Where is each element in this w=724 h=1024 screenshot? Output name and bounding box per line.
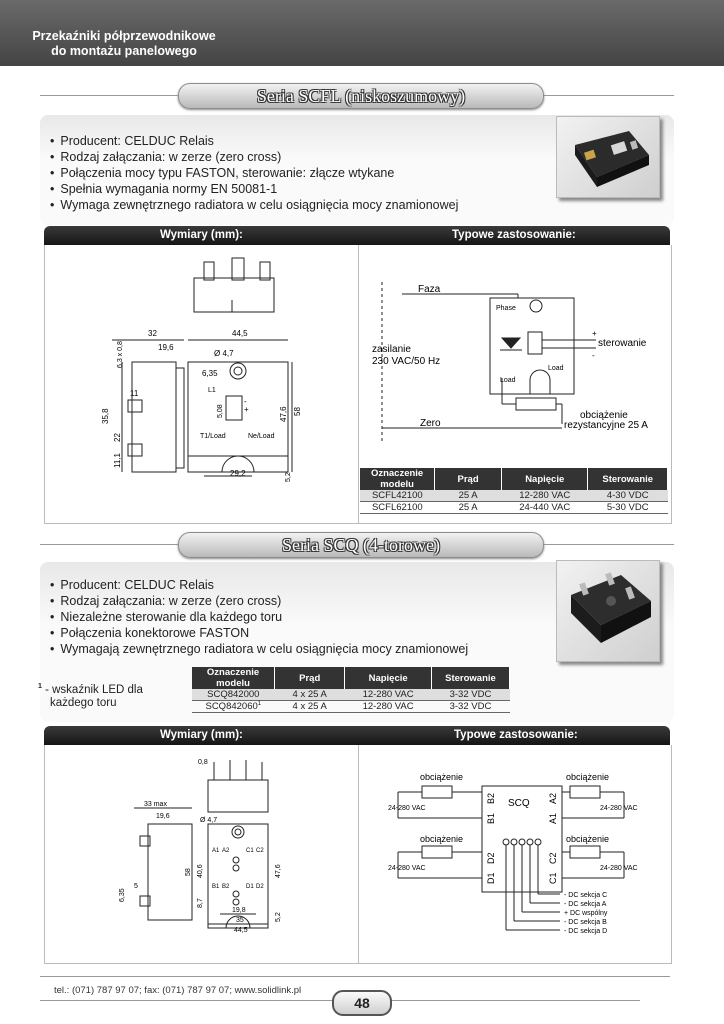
scq-table-header: Oznaczenie modelu bbox=[192, 667, 275, 689]
scfl-obciazenie-label: obciążenie bbox=[580, 410, 628, 421]
scfl-dim-11: 11 bbox=[130, 389, 139, 398]
scq-dim-5: 5 bbox=[134, 883, 138, 890]
scfl-rezystancyjne-label: rezystancyjne 25 A bbox=[564, 420, 648, 431]
page-header-title bbox=[24, 29, 224, 59]
scq-footnote-line2: każdego toru bbox=[50, 696, 117, 709]
scfl-plus-label: + bbox=[592, 329, 597, 338]
scq-dim-19-6: 19,6 bbox=[156, 813, 170, 820]
scq-legend-item: - DC sekcja D bbox=[564, 928, 608, 935]
scq-dim-44-5: 44,5 bbox=[234, 927, 248, 934]
scfl-dim-35-8: 35,8 bbox=[101, 408, 110, 424]
scfl-phase-label: Phase bbox=[496, 305, 516, 312]
footer-contact: tel.: (071) 787 97 07; fax: (071) 787 97 07; www.solidlink.pl bbox=[54, 985, 302, 996]
scq-a1: A1 bbox=[212, 848, 220, 854]
scq-obc-c: obciążenie bbox=[566, 834, 610, 844]
table-cell: 4 x 25 A bbox=[275, 689, 345, 701]
scq-obc-b: obciążenie bbox=[420, 772, 464, 782]
scq-d1: D1 bbox=[246, 884, 254, 890]
scq-table-header: Prąd bbox=[275, 667, 345, 689]
table-cell: 25 A bbox=[435, 490, 502, 502]
scq-vac-b: 24-280 VAC bbox=[388, 805, 426, 812]
scq-legend-item: - DC sekcja A bbox=[564, 901, 607, 908]
scq-term-a1: A1 bbox=[548, 812, 558, 824]
table-cell: SCQ842000 bbox=[192, 689, 275, 701]
scq-dim-4-7: Ø 4,7 bbox=[200, 817, 218, 824]
scq-legend-item: + DC wspólny bbox=[564, 910, 608, 917]
scq-section-bar bbox=[44, 726, 670, 745]
scq-box-label: SCQ bbox=[508, 798, 530, 809]
scfl-title: Seria SCFL (niskoszumowy) bbox=[256, 86, 466, 106]
scq-vac-a: 24-280 VAC bbox=[600, 805, 638, 812]
scfl-faza-label: Faza bbox=[418, 284, 441, 295]
scfl-dim-4-7: Ø 4,7 bbox=[214, 349, 234, 358]
scfl-plus: + bbox=[244, 405, 249, 414]
scq-b2: B2 bbox=[222, 884, 230, 890]
table-cell: 12-280 VAC bbox=[502, 490, 588, 502]
table-cell: 4 x 25 A bbox=[275, 701, 345, 713]
table-cell: 3-32 VDC bbox=[431, 689, 509, 701]
table-cell: 25 A bbox=[435, 502, 502, 514]
scq-term-b2: B2 bbox=[486, 792, 496, 804]
scq-feature: • Producent: CELDUC Relais bbox=[50, 577, 468, 593]
scq-model-table bbox=[192, 667, 510, 713]
scq-footnote-line1: - wskaźnik LED dla bbox=[41, 683, 143, 696]
scq-b1: B1 bbox=[212, 884, 220, 890]
scq-dim-35: 35 bbox=[236, 917, 244, 924]
page-number: 48 bbox=[332, 990, 392, 1016]
scq-feature-list bbox=[50, 577, 468, 657]
scq-feature: • Połączenia konektorowe FASTON bbox=[50, 625, 468, 641]
scq-dim-33: 33 max bbox=[144, 801, 167, 808]
scq-legend-item: - DC sekcja C bbox=[564, 892, 608, 899]
scq-feature: • Niezależne sterowanie dla każdego toru bbox=[50, 609, 468, 625]
scfl-feature: • Połączenia mocy typu FASTON, sterowanie: złącze wtykane bbox=[50, 165, 458, 181]
scq-d2: D2 bbox=[256, 884, 264, 890]
scq-dimensions-heading: Wymiary (mm): bbox=[160, 729, 243, 741]
scfl-voltage-label: 230 VAC/50 Hz bbox=[372, 356, 441, 367]
scfl-dim-47-6: 47,6 bbox=[279, 406, 288, 422]
scq-dim-19-8: 19,8 bbox=[232, 907, 246, 914]
scq-c2: C2 bbox=[256, 848, 264, 854]
scq-divider bbox=[358, 745, 359, 963]
scfl-feature: • Producent: CELDUC Relais bbox=[50, 133, 458, 149]
scq-term-d2: D2 bbox=[486, 852, 496, 864]
scq-feature: • Rodzaj załączania: w zerze (zero cross) bbox=[50, 593, 468, 609]
header-title-line2: do montażu panelowego bbox=[51, 44, 197, 58]
scfl-dim-l1: L1 bbox=[208, 387, 216, 394]
scfl-load-label: Load bbox=[548, 365, 564, 372]
scq-product-photo bbox=[556, 560, 660, 662]
scq-table-header: Napięcie bbox=[345, 667, 432, 689]
scfl-dim-6-35: 6,35 bbox=[202, 369, 218, 378]
table-cell: 24-440 VAC bbox=[502, 502, 588, 514]
scfl-circuit-diagram bbox=[366, 268, 666, 444]
scq-circuit-diagram bbox=[384, 766, 670, 946]
scfl-dim-29-2: 29,2 bbox=[230, 469, 246, 478]
table-row bbox=[192, 689, 510, 701]
scfl-dim-19-6: 19,6 bbox=[158, 343, 174, 352]
scfl-table-header: Prąd bbox=[435, 468, 502, 490]
table-footnote-mark: 1 bbox=[257, 701, 262, 707]
scq-dim-6-35: 6,35 bbox=[119, 888, 126, 902]
scq-term-c2: C2 bbox=[548, 852, 558, 864]
scfl-dim-22: 22 bbox=[113, 433, 122, 442]
scq-dim-40-6: 40,6 bbox=[197, 864, 204, 878]
scfl-t1-load: T1/Load bbox=[200, 433, 226, 440]
scq-title-pill bbox=[178, 532, 544, 558]
scfl-dimensions-heading: Wymiary (mm): bbox=[160, 229, 243, 241]
scfl-application-heading: Typowe zastosowanie: bbox=[452, 229, 576, 241]
table-cell: SCFL62100 bbox=[360, 502, 435, 514]
scfl-dim-6-3: 6,3 x 0,8 bbox=[117, 341, 124, 368]
scfl-dim-5-2: 5,2 bbox=[285, 472, 292, 482]
scq-term-c1: C1 bbox=[548, 872, 558, 884]
scq-vac-d: 24-280 VAC bbox=[388, 865, 426, 872]
scfl-dimension-drawing bbox=[92, 250, 314, 482]
scq-table-header: Sterowanie bbox=[431, 667, 509, 689]
scq-relay-image bbox=[557, 561, 659, 661]
scfl-feature: • Wymaga zewnętrznego radiatora w celu osiągnięcia mocy znamionowej bbox=[50, 197, 458, 213]
table-row bbox=[360, 502, 668, 514]
scq-vac-c: 24-280 VAC bbox=[600, 865, 638, 872]
scfl-feature: • Rodzaj załączania: w zerze (zero cross) bbox=[50, 149, 458, 165]
scfl-product-photo bbox=[556, 116, 660, 198]
header-title-line1: Przekaźniki półprzewodnikowe bbox=[32, 29, 216, 43]
scfl-dim-11-1: 11,1 bbox=[113, 453, 122, 468]
scfl-dim-44-5: 44,5 bbox=[232, 329, 248, 338]
table-row bbox=[192, 701, 510, 713]
scfl-divider bbox=[358, 245, 359, 523]
table-cell: 3-32 VDC bbox=[431, 701, 509, 713]
scfl-table-header: Oznaczenie modelu bbox=[360, 468, 435, 490]
scfl-relay-image bbox=[557, 117, 659, 197]
scq-dim-5-2: 5,2 bbox=[275, 912, 282, 922]
scfl-model-table bbox=[360, 468, 668, 514]
scq-obc-d: obciążenie bbox=[420, 834, 464, 844]
scq-footnote-mark: 1 bbox=[38, 683, 42, 690]
scfl-minus-label: - bbox=[592, 351, 595, 360]
scq-dimension-drawing bbox=[110, 752, 306, 940]
scq-a2: A2 bbox=[222, 848, 230, 854]
table-cell: 4-30 VDC bbox=[588, 490, 668, 502]
scq-legend-item: - DC sekcja B bbox=[564, 919, 607, 926]
table-cell bbox=[192, 701, 275, 713]
scfl-dim-5-08: 5,08 bbox=[217, 404, 224, 418]
scfl-table-header: Sterowanie bbox=[588, 468, 668, 490]
scq-c1: C1 bbox=[246, 848, 254, 854]
scfl-feature: • Spełnia wymagania normy EN 50081-1 bbox=[50, 181, 458, 197]
scfl-dim-58: 58 bbox=[293, 407, 302, 416]
table-cell: 12-280 VAC bbox=[345, 701, 432, 713]
table-cell: SCFL42100 bbox=[360, 490, 435, 502]
scfl-minus: - bbox=[244, 397, 247, 406]
table-cell-text: SCQ842060 bbox=[205, 701, 258, 713]
scq-dim-8-7: 8,7 bbox=[197, 898, 204, 908]
scfl-sterowanie-label: sterowanie bbox=[598, 338, 647, 349]
scfl-zero-label: Zero bbox=[420, 418, 441, 429]
table-row bbox=[360, 490, 668, 502]
scfl-feature-list bbox=[50, 133, 458, 213]
scfl-load2-label: Load bbox=[500, 377, 516, 384]
scq-dim-47-6: 47,6 bbox=[275, 864, 282, 878]
scq-footnote bbox=[38, 680, 143, 710]
scq-feature: • Wymagają zewnętrznego radiatora w celu osiągnięcia mocy znamionowej bbox=[50, 641, 468, 657]
scfl-section-bar bbox=[44, 226, 670, 245]
scfl-title-pill bbox=[178, 83, 544, 109]
scfl-zasilanie-label: zasilanie bbox=[372, 344, 411, 355]
scq-term-d1: D1 bbox=[486, 872, 496, 884]
scq-dim-58: 58 bbox=[185, 868, 192, 876]
table-cell: 5-30 VDC bbox=[588, 502, 668, 514]
table-cell: 12-280 VAC bbox=[345, 689, 432, 701]
scfl-ne-load: Ne/Load bbox=[248, 433, 275, 440]
scq-title: Seria SCQ (4-torowe) bbox=[282, 535, 440, 555]
scfl-dim-32: 32 bbox=[148, 329, 157, 338]
scq-obc-a: obciążenie bbox=[566, 772, 610, 782]
scq-dim-0-8: 0,8 bbox=[198, 759, 208, 766]
scq-term-a2: A2 bbox=[548, 792, 558, 804]
scq-term-b1: B1 bbox=[486, 812, 496, 824]
footer-rule bbox=[40, 976, 670, 977]
scfl-table-header: Napięcie bbox=[502, 468, 588, 490]
scq-application-heading: Typowe zastosowanie: bbox=[454, 729, 578, 741]
